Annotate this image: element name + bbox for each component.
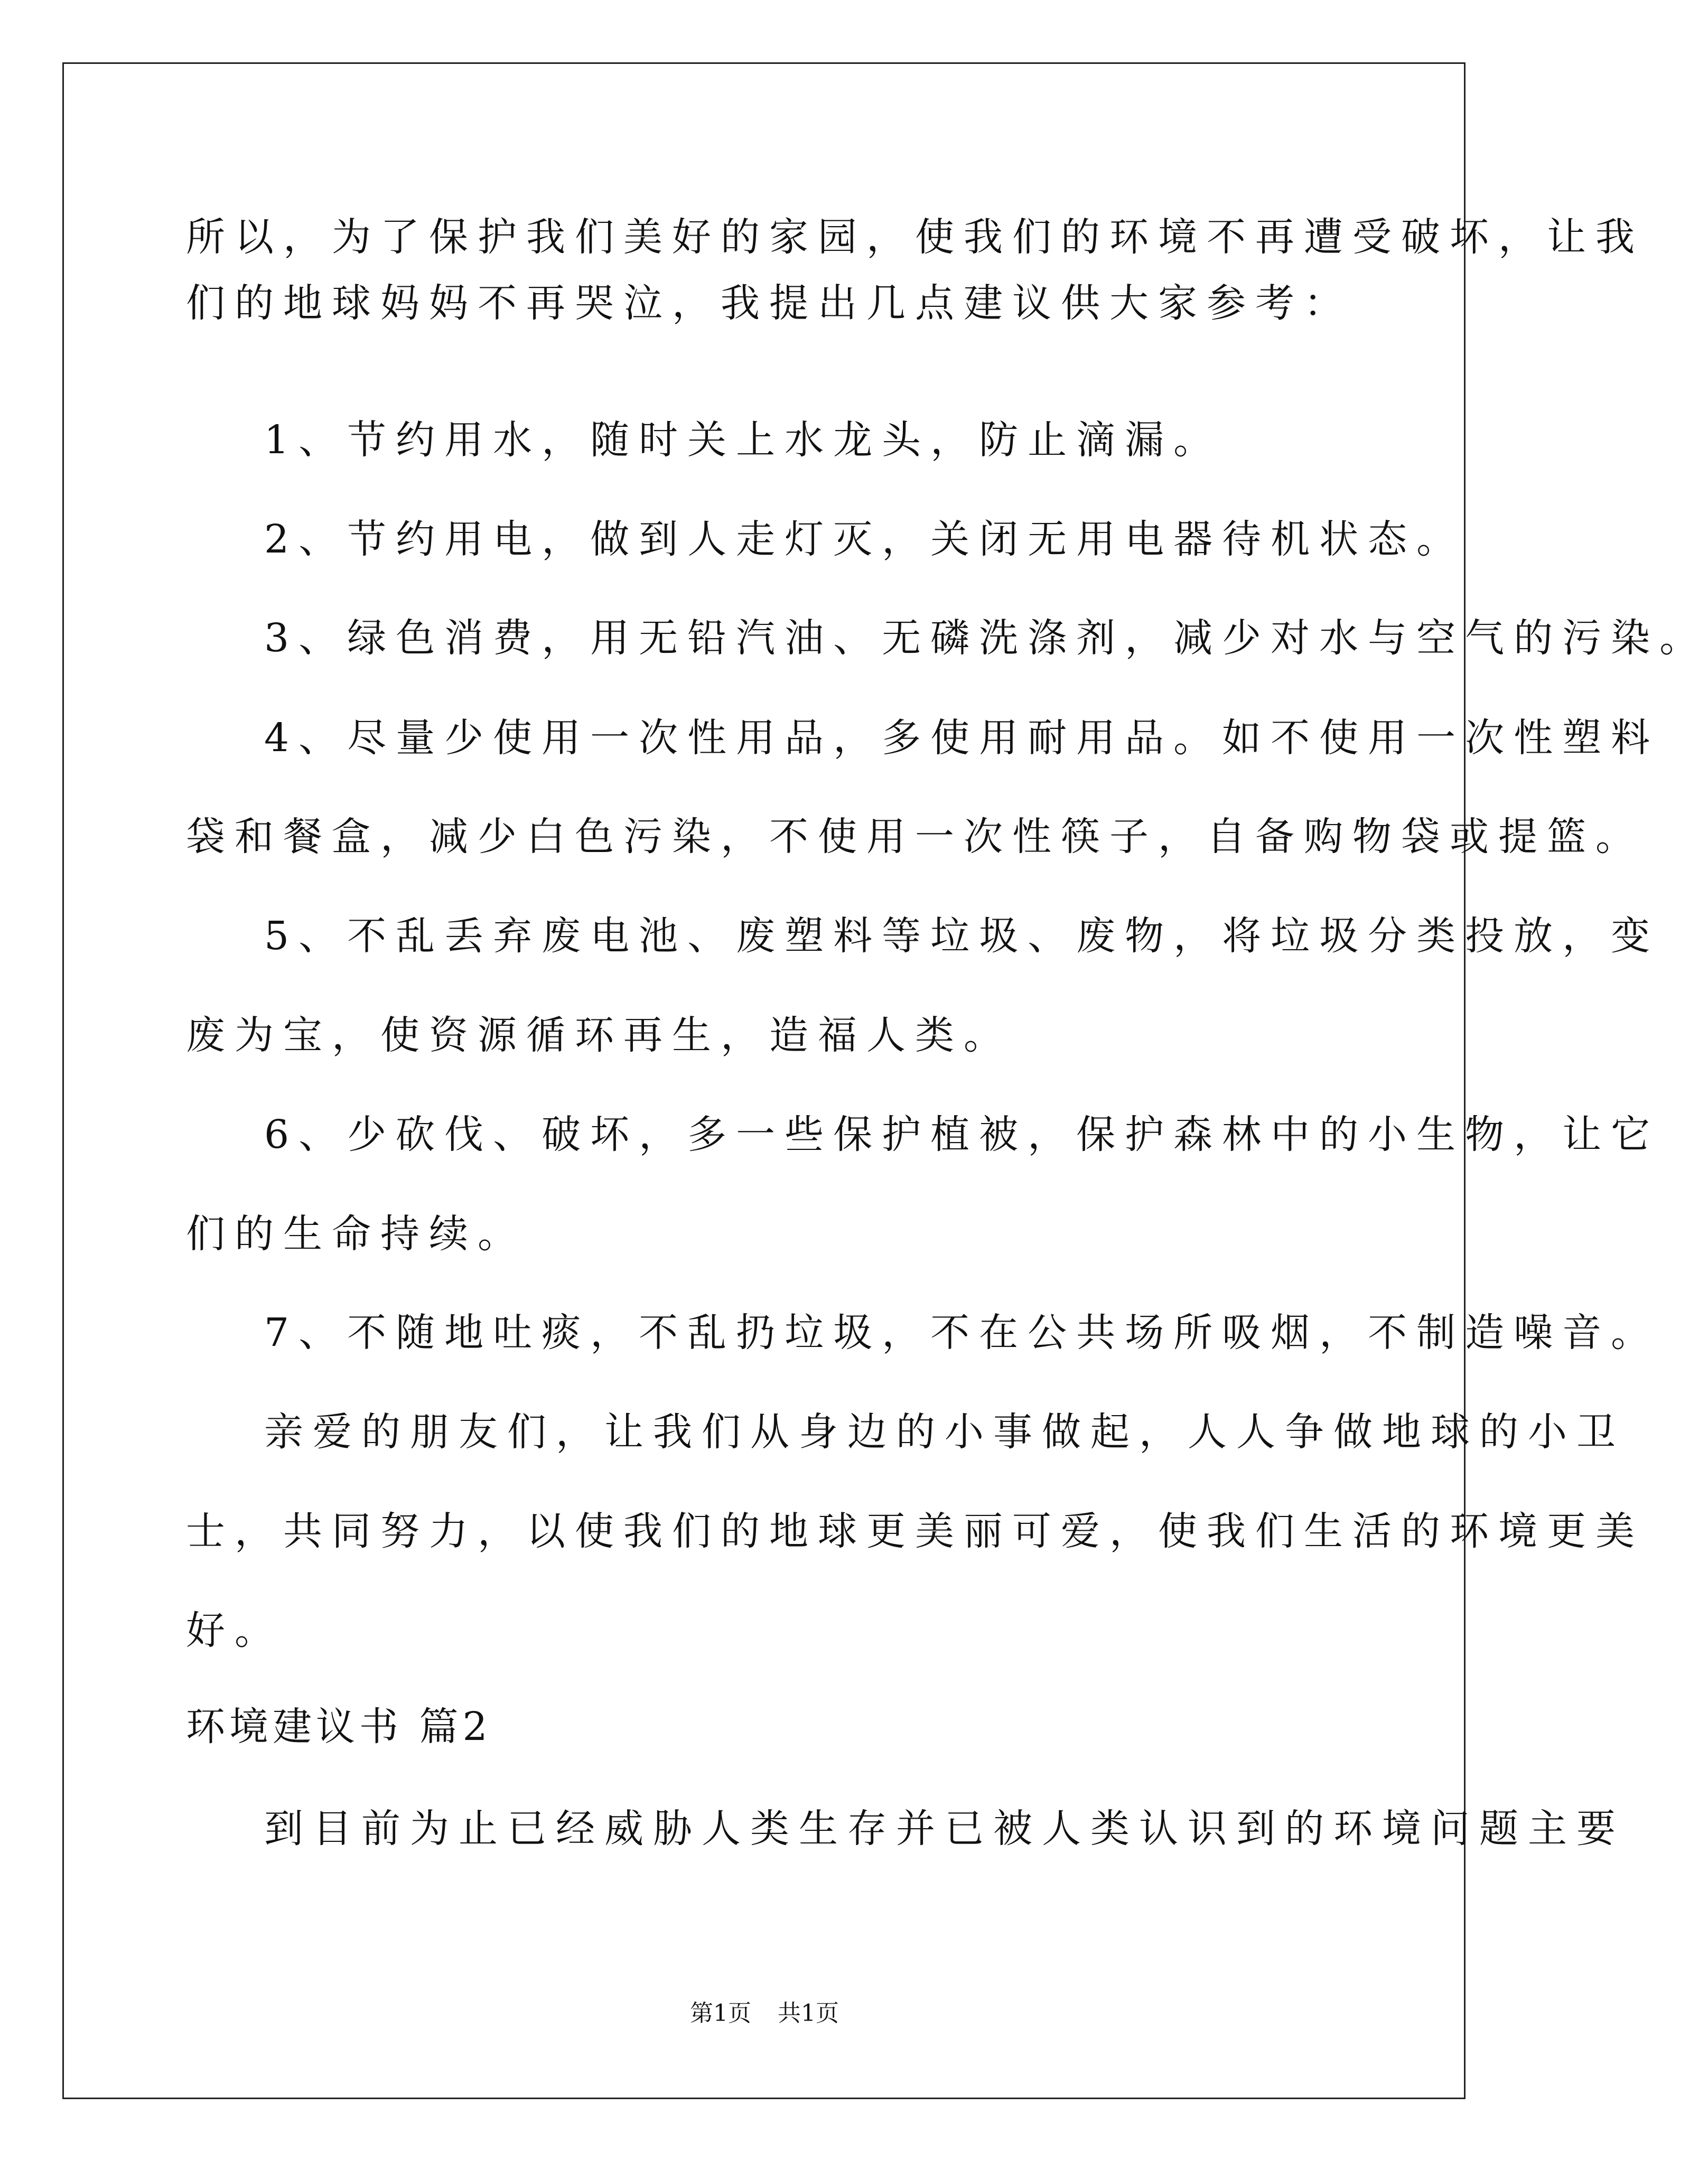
page-total: 共1页 [778, 2000, 839, 2027]
list-item: 7、不随地吐痰，不乱扔垃圾，不在公共场所吸烟，不制造噪音。 [264, 1310, 1660, 1355]
page-border [62, 62, 1466, 2099]
section-heading: 环境建议书 篇2 [186, 1704, 492, 1749]
paragraph-line: 到目前为止已经威胁人类生存并已被人类认识到的环境问题主要 [264, 1806, 1625, 1851]
paragraph-line: 所以，为了保护我们美好的家园，使我们的环境不再遭受破坏，让我 [186, 214, 1644, 260]
page-footer [0, 2002, 1529, 2025]
list-item: 1、节约用水，随时关上水龙头，防止滴漏。 [264, 417, 1222, 463]
list-item: 2、节约用电，做到人走灯灭，关闭无用电器待机状态。 [264, 517, 1466, 562]
paragraph-line: 士，共同努力，以使我们的地球更美丽可爱，使我们生活的环境更美 [186, 1509, 1644, 1554]
paragraph-line: 袋和餐盒，减少白色污染，不使用一次性筷子，自备购物袋或提篮。 [186, 814, 1644, 859]
paragraph-line: 好。 [186, 1608, 283, 1653]
page-number: 第1页 [690, 2000, 751, 2027]
paragraph-line: 们的生命持续。 [186, 1211, 526, 1257]
paragraph-line: 废为宝，使资源循环再生，造福人类。 [186, 1013, 1012, 1058]
list-item: 5、不乱丢弃废电池、废塑料等垃圾、废物，将垃圾分类投放，变 [264, 913, 1660, 959]
paragraph-line: 亲爱的朋友们，让我们从身边的小事做起，人人争做地球的小卫 [264, 1409, 1625, 1455]
list-item: 6、少砍伐、破坏，多一些保护植被，保护森林中的小生物，让它 [264, 1112, 1660, 1157]
list-item: 4、尽量少使用一次性用品，多使用耐用品。如不使用一次性塑料 [264, 715, 1660, 761]
paragraph-line: 们的地球妈妈不再哭泣，我提出几点建议供大家参考： [186, 280, 1352, 326]
list-item: 3、绿色消费，用无铅汽油、无磷洗涤剂，减少对水与空气的污染。 [264, 615, 1708, 661]
